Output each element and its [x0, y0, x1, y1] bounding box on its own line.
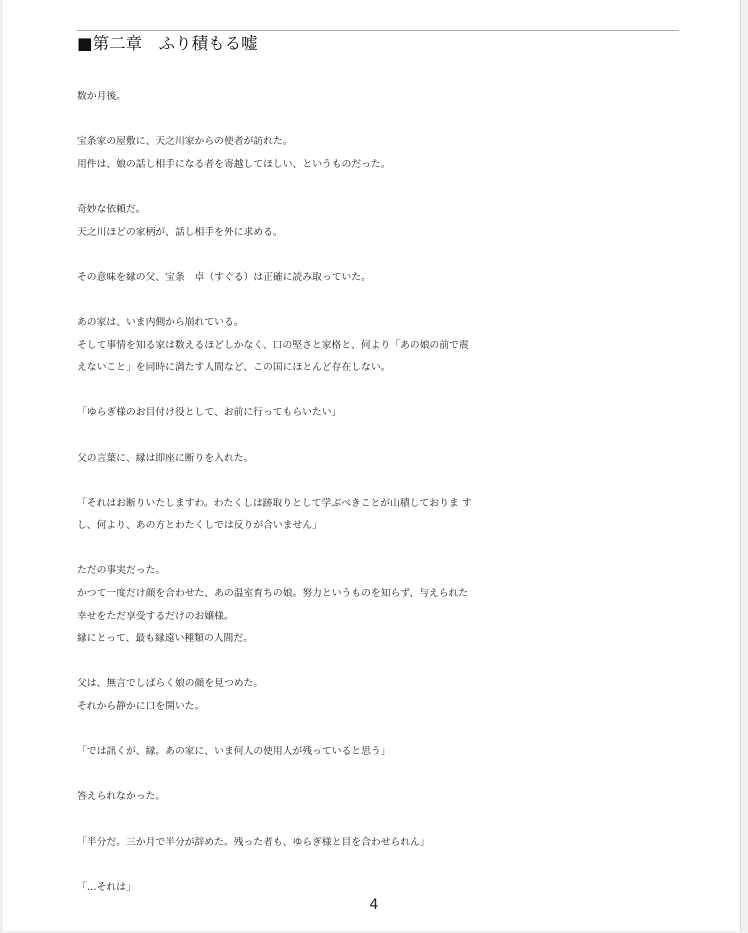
blank-line — [77, 809, 685, 832]
text-line: 縁にとって、最も縁遠い種類の人間だ。 — [77, 633, 253, 645]
text-line: ただの事実だった。 — [77, 565, 166, 577]
header-rule — [77, 30, 679, 31]
blank-line — [77, 764, 685, 787]
text-line: し、何より、あの方とわたくしでは反りが合いません」 — [77, 520, 322, 532]
text-line: 数か月後。 — [77, 91, 126, 102]
blank-line — [77, 425, 685, 448]
text-line: 「…それは」 — [77, 881, 136, 893]
blank-line — [77, 538, 685, 561]
text-line: 「ゆらぎ様のお目付け役として、お前に行ってもらいたい」 — [77, 407, 342, 419]
blank-line — [77, 109, 685, 132]
document-page — [3, 0, 741, 931]
blank-line — [77, 289, 685, 312]
blank-line — [77, 719, 685, 742]
text-line: 「それはお断りいたしますわ。わたくしは跡取りとして学ぶべきことが山積しておりま す — [77, 497, 472, 509]
blank-line — [77, 380, 685, 403]
chapter-title: ■第二章 ふり積もる嘘 — [77, 34, 258, 53]
text-line: 「半分だ。三か月で半分が辞めた。残った者も、ゆらぎ様と目を合わせられん」 — [77, 836, 430, 848]
blank-line — [77, 470, 685, 493]
text-line: 天之川ほどの家柄が、話し相手を外に求める。 — [77, 226, 283, 238]
text-line: それから静かに口を開いた。 — [77, 701, 205, 713]
blank-line — [77, 244, 685, 267]
text-line: 宝条家の屋敷に、天之川家からの使者が訪れた。 — [77, 136, 293, 148]
text-line: 答えられなかった。 — [77, 791, 166, 803]
text-line: 父の言葉に、縁は即座に断りを入れた。 — [77, 452, 254, 464]
text-line: えないこと」を同時に満たす人間など、この国にほとんど存在しない。 — [77, 362, 391, 374]
text-line: 父は、無言でしばらく娘の顔を見つめた。 — [77, 678, 264, 690]
text-line: 幸せをただ享受するだけのお嬢様。 — [77, 610, 234, 622]
body-text — [77, 86, 685, 899]
text-line: 奇妙な依頼だ。 — [77, 203, 146, 215]
text-line: 「では訊くが、縁。あの家に、いま何人の使用人が残っていると思う」 — [77, 746, 391, 758]
text-line: そして事情を知る家は数えるほどしかなく、口の堅さと家格と、何より「あの娘の前で震 — [77, 339, 469, 351]
text-line: かつて一度だけ顔を合わせた、あの温室育ちの娘。努力というものを知らず、与えられた — [77, 588, 469, 600]
text-line: 用件は、娘の話し相手になる者を寄越してほしい、というものだった。 — [77, 158, 391, 170]
text-line: その意味を縁の父、宝条 卓（すぐる）は正確に読み取っていた。 — [77, 271, 371, 283]
text-line: あの家は、いま内側から崩れている。 — [77, 316, 244, 328]
page-number: 4 — [369, 897, 379, 913]
blank-line — [77, 176, 685, 199]
blank-line — [77, 854, 685, 877]
blank-line — [77, 651, 685, 674]
